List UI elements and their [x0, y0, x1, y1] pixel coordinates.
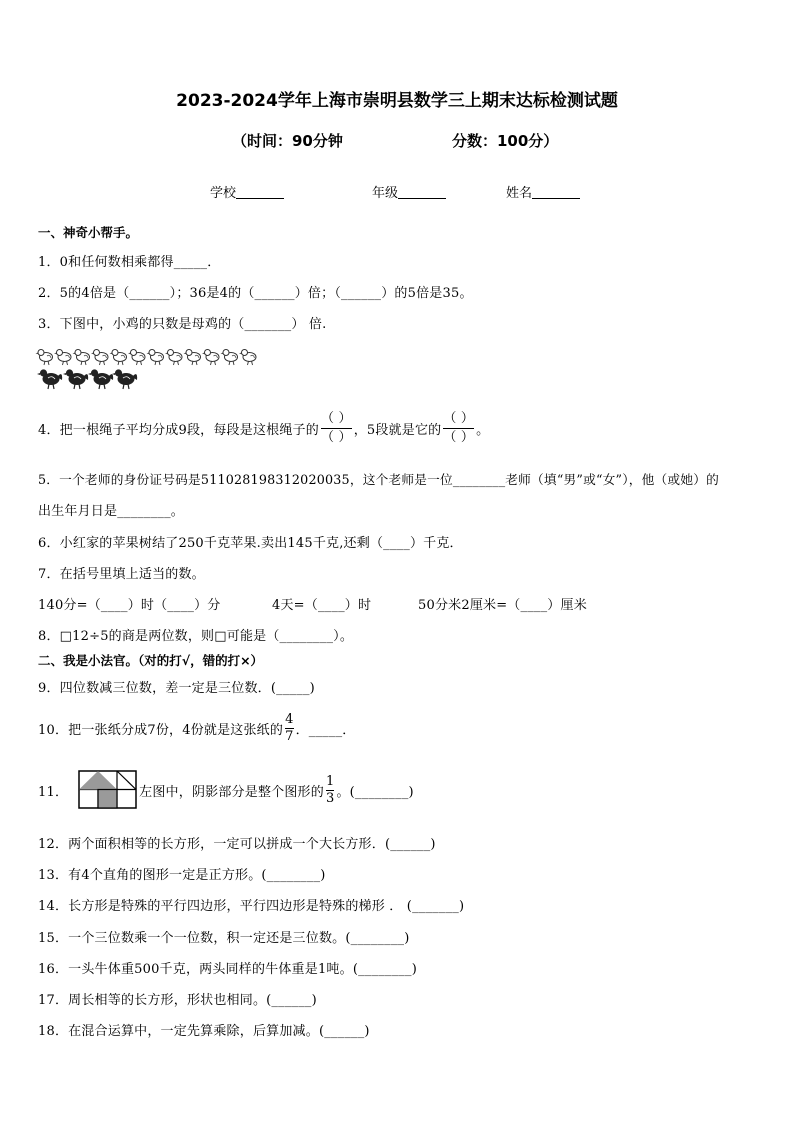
question-4-text-b: ，5段就是它的 — [353, 423, 442, 438]
exam-score: 分数：100分） — [452, 132, 559, 150]
chick-icon — [91, 350, 108, 366]
name-label: 姓名 — [506, 186, 533, 201]
hen-icon — [63, 369, 88, 389]
chick-icon — [110, 350, 127, 366]
chick-icon — [239, 350, 256, 366]
question-4-text-a: 4．把一根绳子平均分成9段，每段是这根绳子的 — [38, 423, 319, 438]
chick-icon — [36, 350, 53, 366]
fraction-denominator: 7 — [285, 729, 294, 744]
question-11-label: 11． — [38, 784, 69, 800]
chicks-hens-figure — [42, 345, 272, 393]
section-1-title: 一、神奇小帮手。 — [38, 225, 139, 240]
question-10-text-a: 10．把一张纸分成7份，4份就是这张纸的 — [38, 723, 284, 738]
question-6: 6．小红家的苹果树结了250千克苹果.卖出145千克,还剩（____）千克． — [38, 536, 463, 551]
fraction-blank-1-top: （ ） — [320, 411, 352, 426]
shaded-square — [98, 790, 117, 809]
chick-icon — [54, 350, 71, 366]
question-8: 8．□12÷5的商是两位数，则□可能是（________）。 — [38, 629, 354, 644]
question-3: 3．下图中，小鸡的只数是母鸡的（_______） 倍. — [38, 317, 327, 332]
question-7-part-a: 140分=（____）时（____）分 — [38, 598, 221, 613]
fraction-numerator: 1 — [325, 773, 335, 789]
fraction-numerator: 4 — [285, 712, 294, 727]
chick-icon — [202, 350, 219, 366]
question-1: 1．0和任何数相乘都得_____． — [38, 255, 221, 270]
chick-icon — [221, 350, 238, 366]
chick-icon — [73, 350, 90, 366]
fraction-one-third — [326, 774, 334, 807]
chick-icon — [165, 350, 182, 366]
fraction-blank-1[interactable] — [321, 410, 352, 447]
grade-blank[interactable] — [398, 186, 446, 199]
question-10 — [38, 712, 355, 745]
chick-icon — [128, 350, 145, 366]
question-11-text-b: 。(________) — [336, 784, 414, 800]
question-11-text-a: 左图中，阴影部分是整个图形的 — [139, 784, 324, 800]
fraction-blank-2-top: （ ） — [443, 411, 475, 426]
hen-row — [37, 369, 137, 389]
hen-icon — [112, 369, 137, 389]
grade-field — [372, 182, 446, 201]
fraction-four-sevenths — [285, 712, 293, 745]
question-14: 14．长方形是特殊的平行四边形，平行四边形是特殊的梯形 ． (_______) — [38, 899, 465, 914]
hen-icon — [88, 369, 113, 389]
question-5-line-1: 5．一个老师的身份证号码是511028198312020035，这个老师是一位________老师（填“男”或“女”），他（或她）的 — [38, 472, 719, 487]
school-label: 学校 — [210, 186, 237, 201]
shaded-grid-figure — [78, 770, 138, 810]
name-blank[interactable] — [532, 186, 580, 199]
question-10-text-b: ．_____． — [295, 723, 356, 738]
question-7-part-b: 4天=（____）时 — [272, 598, 372, 613]
hen-icon — [37, 369, 62, 389]
question-12: 12．两个面积相等的长方形，一定可以拼成一个大长方形．(______) — [38, 837, 436, 852]
question-4 — [38, 410, 489, 447]
exam-time: （时间：90分钟 — [232, 132, 343, 150]
question-4-text-c: 。 — [476, 423, 490, 438]
grade-label: 年级 — [372, 186, 399, 201]
question-13: 13．有4个直角的图形一定是正方形。(________) — [38, 868, 326, 883]
fraction-blank-1-bottom: （ ） — [320, 430, 352, 445]
chick-row — [36, 350, 257, 366]
fraction-blank-2[interactable] — [443, 410, 474, 447]
section-2-title: 二、我是小法官。（对的打√，错的打×） — [38, 653, 264, 668]
exam-title: 2023-2024学年上海市崇明县数学三上期末达标检测试题 — [176, 91, 618, 111]
question-11 — [38, 770, 414, 810]
chick-icon — [147, 350, 164, 366]
question-7: 7．在括号里填上适当的数。 — [38, 567, 205, 582]
school-blank[interactable] — [236, 186, 284, 199]
question-7-part-c: 50分米2厘米=（____）厘米 — [418, 598, 587, 613]
question-16: 16．一头牛体重500千克，两头同样的牛体重是1吨。(________) — [38, 962, 417, 977]
fraction-blank-2-bottom: （ ） — [443, 430, 475, 445]
question-17: 17．周长相等的长方形，形状也相同。(______) — [38, 993, 317, 1008]
question-18: 18．在混合运算中，一定先算乘除，后算加减。(______) — [38, 1024, 370, 1039]
fraction-denominator: 3 — [325, 790, 335, 806]
name-field — [506, 182, 580, 201]
question-5-line-2: 出生年月日是________。 — [38, 504, 185, 519]
question-2: 2．5的4倍是（______）；36是4的（______）倍；（______）的5倍是35。 — [38, 286, 473, 301]
school-field — [210, 182, 284, 201]
question-15: 15．一个三位数乘一个一位数，积一定还是三位数。(________) — [38, 931, 410, 946]
chick-icon — [184, 350, 201, 366]
question-9: 9．四位数减三位数，差一定是三位数．(_____) — [38, 681, 315, 696]
